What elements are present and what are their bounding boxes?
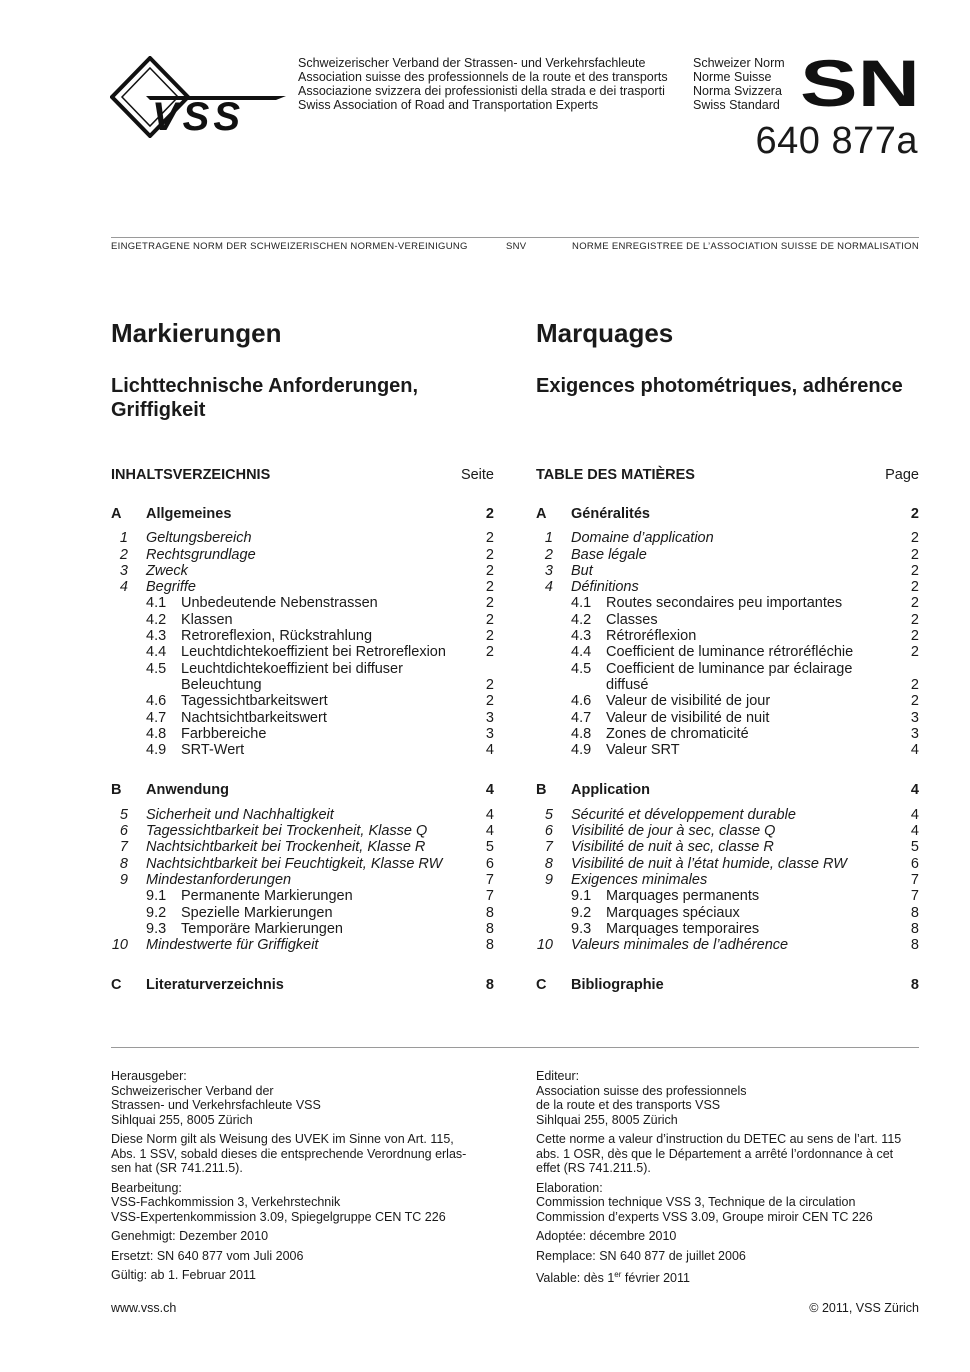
toc-de (111, 506, 494, 994)
toc-page: 3 (910, 709, 919, 726)
toc-page: 2 (910, 628, 919, 645)
valid-superscript-fr: er (614, 1270, 622, 1279)
approved-de: Genehmigt: Dezember 2010 (111, 1229, 269, 1243)
toc-entry[interactable] (111, 742, 494, 758)
toc-section-heading[interactable] (111, 506, 494, 522)
registration-text-fr: NORME ENREGISTREE DE L’ASSOCIATION SUISSE DE NORMALISATION (572, 241, 919, 252)
toc-page: 8 (485, 920, 494, 937)
toc-number: 9.2 (146, 904, 167, 921)
toc-section (111, 977, 494, 993)
registration-divider (111, 237, 919, 238)
toc-entry[interactable] (111, 563, 494, 579)
toc-page: 2 (485, 611, 494, 628)
toc-number: 6 (119, 823, 128, 840)
toc-page: 8 (910, 977, 919, 994)
processing-line: Commission technique VSS 3, Technique de la circulation (536, 1195, 856, 1209)
toc-section-heading[interactable] (111, 782, 494, 798)
toc-text: Sécurité et développement durable (571, 806, 796, 823)
toc-page: 5 (910, 839, 919, 856)
directive-line: Abs. 1 SSV, sobald dieses die entsprechende Verordnung erlas- (111, 1146, 467, 1161)
publisher-address: Sihlquai 255, 8005 Zürich (111, 1112, 253, 1127)
toc-text: Literaturverzeichnis (146, 977, 284, 994)
toc-entry[interactable] (536, 872, 919, 888)
toc-text: Visibilité de nuit à sec, classe R (571, 839, 774, 856)
toc-page: 2 (910, 546, 919, 563)
processing-fr (536, 1181, 921, 1225)
toc-text: Rétroréflexion (606, 628, 697, 645)
toc-entry[interactable] (536, 547, 919, 563)
toc-number: C (536, 977, 547, 994)
toc-text: Exigences minimales (571, 871, 708, 888)
toc-text: Domaine d’application (571, 530, 714, 547)
toc-number: 4.5 (571, 660, 592, 677)
publisher-line: Strassen- und Verkehrsfachleute VSS (111, 1098, 321, 1112)
toc-page: 7 (910, 871, 919, 888)
toc-label-de: INHALTSVERZEICHNIS (111, 467, 271, 483)
toc-entry[interactable] (111, 937, 494, 953)
toc-text: Application (571, 782, 650, 799)
valid-de: Gültig: ab 1. Februar 2011 (111, 1268, 256, 1282)
toc-text: Mindestanforderungen (146, 871, 292, 888)
toc-number: 4.8 (146, 725, 167, 742)
toc-text: Valeur SRT (606, 742, 680, 759)
toc-text: Anwendung (146, 782, 229, 799)
toc-entry[interactable] (536, 856, 919, 872)
toc-number: 4.4 (571, 644, 592, 661)
toc-number: 10 (536, 937, 553, 954)
toc-number: 9.1 (146, 888, 167, 905)
toc-page: 2 (485, 579, 494, 596)
org-line-it: Associazione svizzera dei professionisti della strada e dei trasporti (298, 84, 665, 98)
toc-number: 4.3 (571, 628, 592, 645)
toc-page: 2 (485, 546, 494, 563)
toc-number: A (536, 506, 547, 522)
toc-number: 5 (544, 806, 553, 823)
toc-number: 6 (544, 823, 553, 840)
toc-entry[interactable] (536, 710, 919, 726)
toc-page: 2 (910, 644, 919, 661)
toc-number: 5 (119, 806, 128, 823)
toc-page: 6 (910, 855, 919, 872)
toc-entry[interactable] (536, 888, 919, 904)
toc-text: Spezielle Markierungen (181, 904, 333, 921)
toc-section-heading[interactable] (536, 782, 919, 798)
valid-fr (536, 1268, 921, 1286)
toc-page: 8 (485, 904, 494, 921)
toc-number: 4.7 (146, 709, 167, 726)
vss-logo (110, 56, 290, 138)
toc-number: 4.3 (146, 628, 167, 645)
toc-text: Visibilité de nuit à l’état humide, classe RW (571, 855, 847, 872)
toc-entry[interactable] (111, 726, 494, 742)
toc-page: 2 (910, 530, 919, 547)
norm-type-fr: Norme Suisse (693, 70, 772, 84)
toc-entry[interactable] (536, 905, 919, 921)
toc-text: Zones de chromaticité (606, 725, 749, 742)
toc-text: Klassen (181, 611, 233, 628)
toc-section (536, 782, 919, 953)
toc-text: Leuchtdichtekoeffizient bei diffuser Beleuchtung (181, 660, 403, 693)
page-label-fr: Page (885, 467, 919, 483)
toc-number: 1 (544, 530, 553, 547)
toc-text: Mindestwerte für Griffigkeit (146, 937, 319, 954)
toc-text: Généralités (571, 506, 650, 522)
toc-text: Valeur de visibilité de nuit (606, 709, 770, 726)
toc-text: Coefficient de luminance rétroréfléchie (606, 644, 854, 661)
toc-entry[interactable] (111, 530, 494, 546)
toc-page: 3 (485, 725, 494, 742)
toc-entry[interactable] (536, 612, 919, 628)
toc-label-fr: TABLE DES MATIÈRES (536, 467, 695, 483)
approved-fr: Adoptée: décembre 2010 (536, 1229, 677, 1243)
toc-section (536, 506, 919, 758)
toc-fr (536, 506, 919, 994)
toc-text: Nachtsichtbarkeit bei Trockenheit, Klasse R (146, 839, 426, 856)
toc-number: 4 (544, 579, 553, 596)
toc-page: 4 (485, 806, 494, 823)
toc-page: 8 (485, 937, 494, 954)
toc-entry[interactable] (111, 856, 494, 872)
toc-entry[interactable] (111, 579, 494, 595)
title-fr: Marquages (536, 318, 674, 348)
toc-number: 4.2 (571, 611, 592, 628)
toc-page: 2 (910, 611, 919, 628)
toc-number: 9 (544, 871, 553, 888)
publisher-label-fr: Editeur: (536, 1069, 580, 1083)
toc-number: B (111, 782, 122, 799)
toc-page: 2 (910, 579, 919, 596)
toc-entry[interactable] (111, 905, 494, 921)
norm-type-it: Norma Svizzera (693, 84, 782, 98)
toc-text: Marquages temporaires (606, 920, 760, 937)
toc-entry[interactable] (536, 807, 919, 823)
toc-section (536, 977, 919, 993)
toc-number: 3 (119, 562, 128, 579)
norm-type-names (693, 56, 785, 112)
toc-text: Rechtsgrundlage (146, 546, 256, 563)
toc-number: 7 (544, 839, 553, 856)
toc-page: 2 (485, 644, 494, 661)
toc-number: 9.3 (146, 920, 167, 937)
toc-number: 7 (119, 839, 128, 856)
toc-entry[interactable] (111, 628, 494, 644)
toc-text: Bibliographie (571, 977, 664, 994)
toc-entry[interactable] (536, 937, 919, 953)
toc-entry[interactable] (111, 693, 494, 709)
org-line-en: Swiss Association of Road and Transportation Experts (298, 98, 599, 112)
toc-page: 6 (485, 855, 494, 872)
toc-number: 4.6 (571, 693, 592, 710)
toc-number: 9 (119, 871, 128, 888)
toc-text: Zweck (146, 562, 188, 579)
toc-number: 9.2 (571, 904, 592, 921)
toc-page: 2 (485, 693, 494, 710)
directive-line: Diese Norm gilt als Weisung des UVEK im Sinne von Art. 115, (111, 1132, 454, 1146)
toc-page: 2 (485, 562, 494, 579)
toc-section (111, 782, 494, 953)
toc-section-heading[interactable] (536, 506, 919, 522)
toc-page: 7 (910, 888, 919, 905)
toc-entry[interactable] (536, 693, 919, 709)
toc-number: 4.4 (146, 644, 167, 661)
toc-number: 9.1 (571, 888, 592, 905)
toc-text: Nachtsichtbarkeitswert (181, 709, 327, 726)
toc-number: 1 (119, 530, 128, 547)
toc-page: 4 (910, 782, 919, 799)
toc-entry[interactable] (536, 742, 919, 758)
toc-page: 4 (485, 742, 494, 759)
directive-line: effet (RS 741.211.5). (536, 1161, 651, 1175)
publisher-de (111, 1069, 496, 1127)
toc-number: 4.8 (571, 725, 592, 742)
toc-entry[interactable] (111, 823, 494, 839)
publisher-label-de: Herausgeber: (111, 1069, 187, 1083)
norm-number: 640 877a (755, 120, 918, 162)
toc-text: Coefficient de luminance par éclairage diffusé (606, 660, 853, 693)
toc-number: 4.5 (146, 660, 167, 677)
toc-page: 2 (485, 595, 494, 612)
toc-number: 4.9 (571, 742, 592, 759)
toc-number: C (111, 977, 122, 994)
toc-number: 8 (544, 855, 553, 872)
footer-french (536, 1069, 921, 1291)
footer-german (111, 1069, 496, 1288)
toc-number: 4.7 (571, 709, 592, 726)
toc-text: Tagessichtbarkeitswert (181, 693, 328, 710)
org-line-fr: Association suisse des professionnels de la route et des transports (298, 70, 668, 84)
toc-number: 8 (119, 855, 128, 872)
toc-number: 3 (544, 562, 553, 579)
toc-entry[interactable] (111, 888, 494, 904)
processing-line: VSS-Fachkommission 3, Verkehrstechnik (111, 1195, 341, 1209)
toc-text: Nachtsichtbarkeit bei Feuchtigkeit, Klasse RW (146, 855, 443, 872)
toc-text: Allgemeines (146, 506, 232, 522)
toc-entry[interactable] (536, 628, 919, 644)
copyright-text: © 2011, VSS Zürich (809, 1301, 919, 1315)
toc-page: 2 (910, 595, 919, 612)
toc-page: 8 (910, 937, 919, 954)
toc-entry[interactable] (536, 661, 919, 694)
registration-text-de: EINGETRAGENE NORM DER SCHWEIZERISCHEN NORMEN-VEREINIGUNG (111, 241, 468, 252)
replaces-de: Ersetzt: SN 640 877 vom Juli 2006 (111, 1248, 304, 1263)
toc-text: Leuchtdichtekoeffizient bei Retroreflexion (181, 644, 446, 661)
toc-page: 2 (910, 506, 919, 522)
toc-text: Unbedeutende Nebenstrassen (181, 595, 378, 612)
toc-entry[interactable] (111, 644, 494, 660)
organization-names (298, 56, 668, 112)
toc-number: 2 (544, 546, 553, 563)
toc-section (111, 506, 494, 758)
registration-snv: SNV (506, 241, 527, 252)
toc-text: Valeur de visibilité de jour (606, 693, 771, 710)
toc-entry[interactable] (536, 579, 919, 595)
toc-text: Marquages spéciaux (606, 904, 740, 921)
publisher-address: Sihlquai 255, 8005 Zürich (536, 1112, 678, 1127)
toc-page: 4 (485, 823, 494, 840)
sn-mark-text: SN (802, 56, 920, 108)
toc-entry[interactable] (111, 921, 494, 937)
directive-line: sen hat (SR 741.211.5). (111, 1161, 243, 1175)
toc-text: Retroreflexion, Rückstrahlung (181, 628, 373, 645)
toc-text: Tagessichtbarkeit bei Trockenheit, Klasse Q (146, 823, 428, 840)
directive-fr (536, 1132, 921, 1176)
toc-entry[interactable] (536, 644, 919, 660)
toc-number: B (536, 782, 547, 799)
toc-text: Farbbereiche (181, 725, 267, 742)
toc-number: 4.2 (146, 611, 167, 628)
toc-number: 9.3 (571, 920, 592, 937)
toc-text: Marquages permanents (606, 888, 760, 905)
toc-number: 4.1 (571, 595, 592, 612)
toc-text: Classes (606, 611, 658, 628)
norm-type-de: Schweizer Norm (693, 56, 785, 70)
toc-entry[interactable] (536, 563, 919, 579)
publisher-line: Association suisse des professionnels (536, 1083, 747, 1098)
toc-text: Temporäre Markierungen (181, 920, 343, 937)
norm-type-en: Swiss Standard (693, 98, 780, 112)
publisher-fr (536, 1069, 921, 1127)
toc-entry[interactable] (111, 547, 494, 563)
toc-entry[interactable] (536, 839, 919, 855)
toc-number: 2 (119, 546, 128, 563)
processing-de (111, 1181, 496, 1225)
toc-text: But (571, 562, 593, 579)
toc-header-fr (536, 466, 919, 506)
toc-page: 4 (910, 823, 919, 840)
toc-page: 2 (910, 676, 919, 693)
directive-line: abs. 1 OSR, dès que le Département a arrêté l’ordonnance à cet (536, 1146, 894, 1161)
toc-section-heading[interactable] (536, 977, 919, 993)
vss-logo-text: VSS (152, 95, 245, 138)
toc-page: 8 (485, 977, 494, 994)
toc-page: 2 (910, 693, 919, 710)
toc-page: 4 (910, 742, 919, 759)
toc-entry[interactable] (536, 595, 919, 611)
toc-page: 2 (910, 562, 919, 579)
toc-entry[interactable] (111, 872, 494, 888)
toc-page: 2 (485, 676, 494, 693)
org-line-de: Schweizerischer Verband der Strassen- und Verkehrsfachleute (298, 56, 646, 70)
toc-number: 4.9 (146, 742, 167, 759)
toc-number: 4.6 (146, 693, 167, 710)
toc-entry[interactable] (111, 710, 494, 726)
toc-number: 10 (111, 937, 128, 954)
column-french (536, 312, 919, 1018)
toc-number: 4 (119, 579, 128, 596)
toc-page: 7 (485, 871, 494, 888)
toc-page: 2 (485, 530, 494, 547)
toc-number: A (111, 506, 122, 522)
toc-text: Sicherheit und Nachhaltigkeit (146, 806, 334, 823)
toc-page: 4 (910, 806, 919, 823)
toc-entry[interactable] (536, 726, 919, 742)
toc-entry[interactable] (111, 595, 494, 611)
toc-page: 2 (485, 506, 494, 522)
subtitle-fr: Exigences photométriques, adhérence (536, 375, 903, 397)
processing-label-de: Bearbeitung: (111, 1180, 182, 1195)
toc-page: 7 (485, 888, 494, 905)
directive-line: Cette norme a valeur d’instruction du DETEC au sens de l’art. 115 (536, 1132, 902, 1146)
toc-text: Geltungsbereich (146, 530, 252, 547)
toc-text: Visibilité de jour à sec, classe Q (571, 823, 776, 840)
toc-entry[interactable] (111, 612, 494, 628)
toc-section-heading[interactable] (111, 977, 494, 993)
valid-prefix-fr: Valable: dès 1 (536, 1271, 615, 1286)
website-link[interactable]: www.vss.ch (111, 1301, 177, 1315)
toc-page: 5 (485, 839, 494, 856)
toc-entry[interactable] (111, 661, 494, 694)
toc-page: 8 (910, 904, 919, 921)
toc-number: 4.1 (146, 595, 167, 612)
toc-entry[interactable] (536, 823, 919, 839)
sn-mark-logo (802, 56, 920, 108)
toc-entry[interactable] (111, 807, 494, 823)
replaces-fr: Remplace: SN 640 877 de juillet 2006 (536, 1248, 746, 1263)
publisher-line: de la route et des transports VSS (536, 1098, 721, 1112)
title-de: Markierungen (111, 318, 282, 348)
subtitle-de: Lichttechnische Anforderungen, Griffigkeit (111, 375, 419, 421)
column-german (111, 312, 494, 1018)
toc-text: Permanente Markierungen (181, 888, 353, 905)
toc-entry[interactable] (536, 530, 919, 546)
toc-header-de (111, 466, 494, 506)
toc-text: Valeurs minimales de l’adhérence (571, 937, 789, 954)
toc-page: 2 (485, 628, 494, 645)
page-label-de: Seite (460, 467, 494, 483)
processing-line: VSS-Expertenkommission 3.09, Spiegelgruppe CEN TC 226 (111, 1209, 446, 1224)
footer-divider (111, 1047, 919, 1048)
valid-suffix-fr: février 2011 (621, 1271, 690, 1286)
toc-page: 8 (910, 920, 919, 937)
toc-page: 3 (485, 709, 494, 726)
toc-text: Base légale (571, 546, 647, 563)
toc-text: SRT-Wert (181, 742, 245, 759)
toc-entry[interactable] (536, 921, 919, 937)
directive-de (111, 1132, 496, 1176)
toc-page: 4 (485, 782, 494, 799)
processing-label-fr: Elaboration: (536, 1180, 603, 1195)
toc-text: Définitions (571, 579, 639, 596)
toc-text: Begriffe (146, 579, 196, 596)
toc-text: Routes secondaires peu importantes (606, 595, 843, 612)
processing-line: Commission d’experts VSS 3.09, Groupe miroir CEN TC 226 (536, 1209, 873, 1224)
toc-entry[interactable] (111, 839, 494, 855)
toc-page: 3 (910, 725, 919, 742)
publisher-line: Schweizerischer Verband der (111, 1083, 274, 1098)
